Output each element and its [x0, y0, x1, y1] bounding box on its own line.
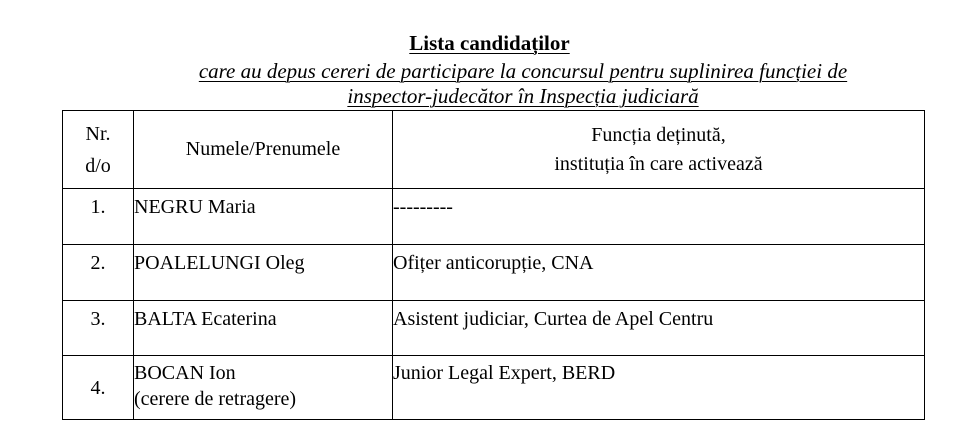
candidate-function: Ofițer anticorupție, CNA — [393, 245, 925, 301]
row-number: 3. — [63, 301, 134, 356]
subtitle-line-2: inspector-judecător în Inspecția judiciară — [347, 84, 699, 108]
candidate-function: --------- — [393, 189, 925, 245]
candidate-name-cell — [134, 356, 393, 420]
document-subtitle — [132, 59, 914, 109]
header-function-line-1: Funcția deținută, — [591, 123, 726, 146]
row-number: 1. — [63, 189, 134, 245]
table-row — [63, 301, 925, 356]
candidate-function: Junior Legal Expert, BERD — [393, 356, 925, 420]
row-number: 4. — [63, 356, 134, 420]
candidate-name: BOCAN Ion — [134, 362, 236, 384]
candidate-function: Asistent judiciar, Curtea de Apel Centru — [393, 301, 925, 356]
header-function — [393, 111, 925, 189]
header-nr-line-2: d/o — [85, 154, 111, 177]
header-function-line-2: instituția în care activează — [554, 152, 763, 175]
table-header-row — [63, 111, 925, 189]
candidates-table — [62, 110, 925, 420]
document-title: Lista candidaților — [409, 31, 570, 55]
table-row — [63, 245, 925, 301]
candidate-name: NEGRU Maria — [134, 189, 393, 245]
table-row — [63, 356, 925, 420]
header-name: Numele/Prenumele — [134, 111, 393, 189]
header-nr-line-1: Nr. — [85, 122, 111, 145]
candidate-name: POALELUNGI Oleg — [134, 245, 393, 301]
table-row — [63, 189, 925, 245]
withdrawal-note: (cerere de retragere) — [134, 388, 297, 410]
candidate-name: BALTA Ecaterina — [134, 301, 393, 356]
header-nr — [63, 111, 134, 189]
subtitle-line-1: care au depus cereri de participare la concursul pentru suplinirea funcției de — [198, 59, 848, 83]
row-number: 2. — [63, 245, 134, 301]
